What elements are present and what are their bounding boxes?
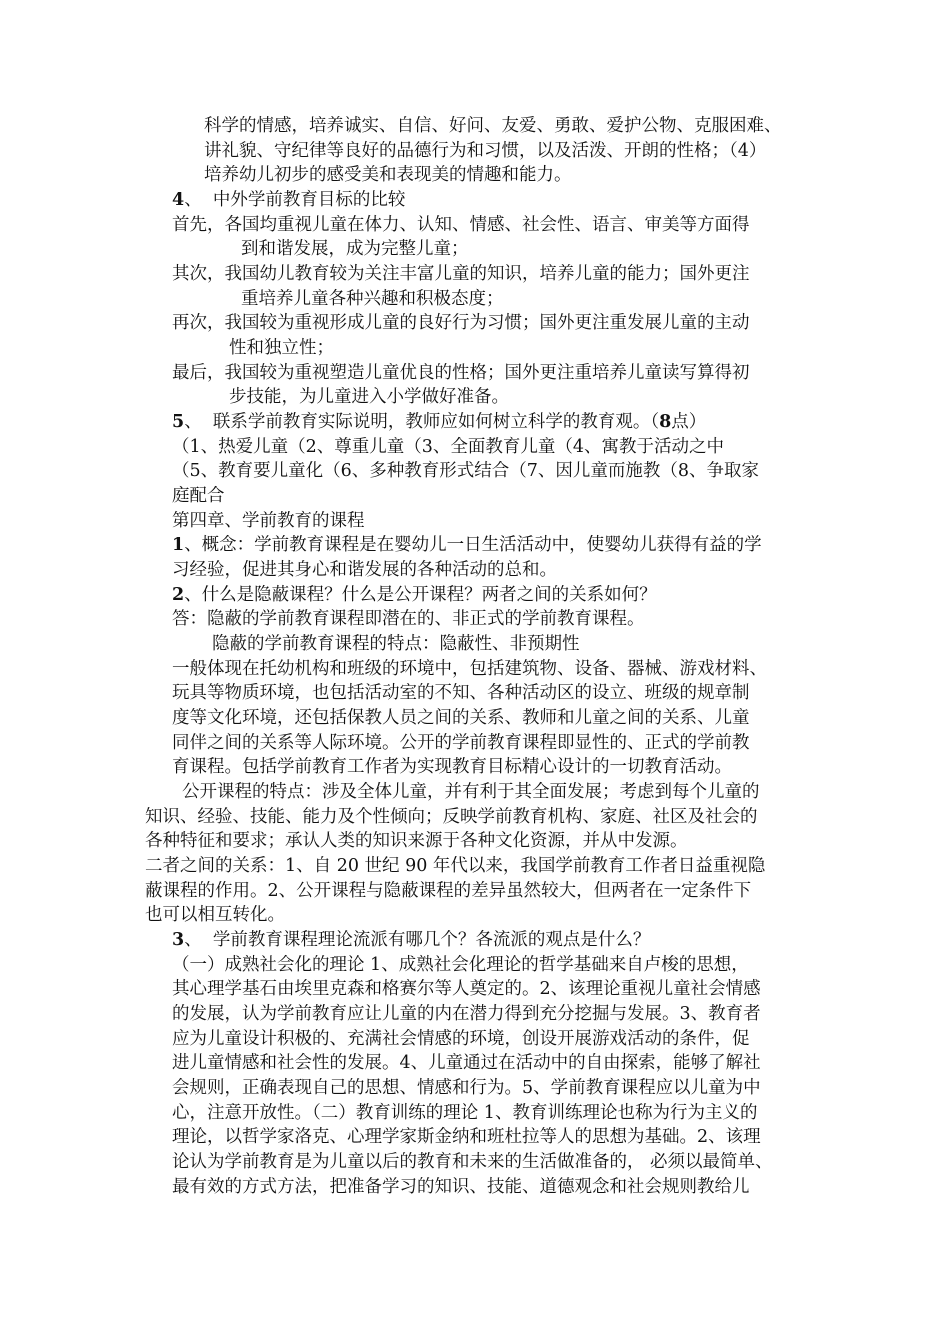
heading-line bbox=[172, 410, 706, 434]
item-number: 5 bbox=[172, 412, 185, 432]
point-count: 8 bbox=[659, 412, 672, 432]
text-line: 讲礼貌、守纪律等良好的品德行为和习惯，以及活泼、开朗的性格；（4） bbox=[204, 141, 767, 161]
item-number: 2 bbox=[172, 585, 185, 605]
item-separator: 、 bbox=[184, 412, 202, 432]
text-line: 同伴之间的关系等人际环境。公开的学前教育课程即显性的、正式的学前教 bbox=[172, 733, 750, 753]
text-line: 度等文化环境，还包括保教人员之间的关系、教师和儿童之间的关系、儿童 bbox=[172, 708, 750, 728]
text-line: （5、教育要儿童化（6、多种教育形式结合（7、因儿童而施教（8、争取家 bbox=[172, 461, 760, 481]
text-line: 庭配合 bbox=[172, 486, 225, 506]
text-line: 其心理学基石由埃里克森和格赛尔等人奠定的。2、该理论重视儿童社会情感 bbox=[172, 979, 761, 999]
text-line: 步技能，为儿童进入小学做好准备。 bbox=[229, 387, 509, 407]
item-number: 1 bbox=[172, 535, 185, 555]
item-heading: 学前教育课程理论流派有哪几个？各流派的观点是什么？ bbox=[212, 930, 651, 950]
text-line: 重培养儿童各种兴趣和积极态度； bbox=[241, 289, 504, 309]
text-line: 性和独立性； bbox=[229, 338, 334, 358]
text-line: 隐蔽的学前教育课程的特点：隐蔽性、非预期性 bbox=[212, 634, 580, 654]
item-separator: 、 bbox=[184, 930, 202, 950]
text-line: 科学的情感，培养诚实、自信、好问、友爱、勇敢、爱护公物、克服困难、 bbox=[204, 116, 782, 136]
heading-line bbox=[172, 188, 405, 212]
text-line: 答：隐蔽的学前教育课程即潜在的、非正式的学前教育课程。 bbox=[172, 609, 645, 629]
text-line: 二者之间的关系：1、自 20 世纪 90 年代以来，我国学前教育工作者日益重视隐 bbox=[145, 856, 766, 876]
text-line: 公开课程的特点：涉及全体儿童，并有利于其全面发展；考虑到每个儿童的 bbox=[182, 782, 760, 802]
text-line bbox=[172, 583, 657, 607]
text-line: 最后，我国较为重视塑造儿童优良的性格；国外更注重培养儿童读写算得初 bbox=[172, 363, 750, 383]
item-separator: 、 bbox=[184, 190, 202, 210]
text-line: 育课程。包括学前教育工作者为实现教育目标精心设计的一切教育活动。 bbox=[172, 757, 732, 777]
heading-line bbox=[172, 928, 650, 952]
text-line: （一）成熟社会化的理论 1、成熟社会化理论的哲学基础来自卢梭的思想， bbox=[172, 955, 749, 975]
text-line: 理论，以哲学家洛克、心理学家斯金纳和班杜拉等人的思想为基础。2、该理 bbox=[172, 1127, 761, 1147]
text-line: 知识、经验、技能、能力及个性倾向；反映学前教育机构、家庭、社区及社会的 bbox=[145, 807, 758, 827]
text-line bbox=[172, 533, 762, 557]
text-line: 再次，我国较为重视形成儿童的良好行为习惯；国外更注重发展儿童的主动 bbox=[172, 313, 750, 333]
item-heading: 联系学前教育实际说明，教师应如何树立科学的教育观。（ bbox=[212, 412, 660, 432]
text-line: 一般体现在托幼机构和班级的环境中，包括建筑物、设备、器械、游戏材料、 bbox=[172, 659, 767, 679]
text-line: 论认为学前教育是为儿童以后的教育和未来的生活做准备的， 必须以最简单、 bbox=[172, 1152, 773, 1172]
text-line: （1、热爱儿童（2、尊重儿童（3、全面教育儿童（4、寓教于活动之中 bbox=[172, 437, 725, 457]
text-line: 也可以相互转化。 bbox=[145, 905, 285, 925]
text-line: 蔽课程的作用。2、公开课程与隐蔽课程的差异虽然较大，但两者在一定条件下 bbox=[145, 881, 752, 901]
text-line: 玩具等物质环境，也包括活动室的不知、各种活动区的设立、班级的规章制 bbox=[172, 683, 750, 703]
text-line: 培养幼儿初步的感受美和表现美的情趣和能力。 bbox=[204, 165, 572, 185]
text-line: 到和谐发展，成为完整儿童； bbox=[241, 239, 469, 259]
item-number: 4 bbox=[172, 190, 185, 210]
text-line: 首先，各国均重视儿童在体力、认知、情感、社会性、语言、审美等方面得 bbox=[172, 215, 750, 235]
text-line: 应为儿童设计积极的、充满社会情感的环境，创设开展游戏活动的条件，促 bbox=[172, 1029, 750, 1049]
text-line: 的发展，认为学前教育应让儿童的内在潜力得到充分挖掘与发展。3、教育者 bbox=[172, 1004, 761, 1024]
item-text: 、概念：学前教育课程是在婴幼儿一日生活活动中，使婴幼儿获得有益的学 bbox=[184, 535, 762, 555]
text-line: 心，注意开放性。（二）教育训练的理论 1、教育训练理论也称为行为主义的 bbox=[172, 1103, 758, 1123]
chapter-title: 第四章、学前教育的课程 bbox=[172, 511, 365, 531]
item-number: 3 bbox=[172, 930, 185, 950]
text-line: 会规则，正确表现自己的思想、情感和行为。5、学前教育课程应以儿童为中 bbox=[172, 1078, 761, 1098]
text-line: 进儿童情感和社会性的发展。4、儿童通过在活动中的自由探索，能够了解社 bbox=[172, 1053, 761, 1073]
item-heading: 中外学前教育目标的比较 bbox=[212, 190, 406, 210]
text-line: 习经验，促进其身心和谐发展的各种活动的总和。 bbox=[172, 560, 557, 580]
text-line: 其次，我国幼儿教育较为关注丰富儿童的知识，培养儿童的能力；国外更注 bbox=[172, 264, 750, 284]
text-line: 各种特征和要求；承认人类的知识来源于各种文化资源，并从中发源。 bbox=[145, 831, 688, 851]
text-line: 最有效的方式方法，把准备学习的知识、技能、道德观念和社会规则教给儿 bbox=[172, 1177, 750, 1197]
item-text: 、什么是隐蔽课程？什么是公开课程？两者之间的关系如何？ bbox=[184, 585, 657, 605]
point-suffix: 点） bbox=[671, 412, 707, 432]
